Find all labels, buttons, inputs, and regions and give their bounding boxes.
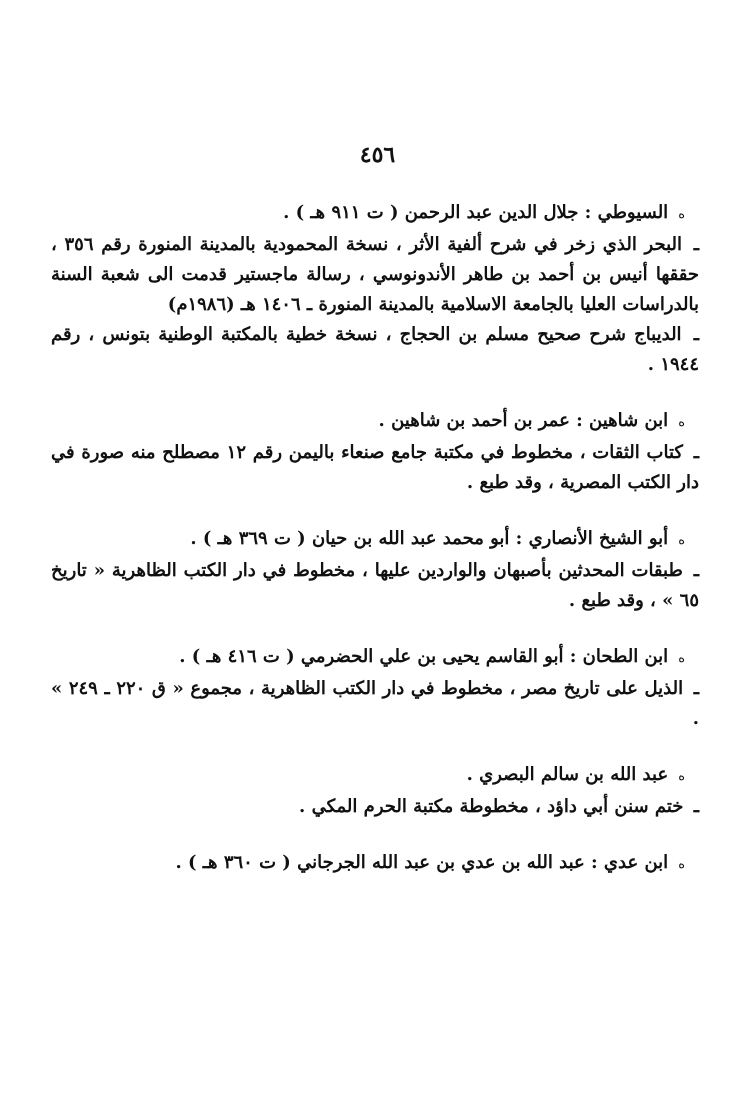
entry-bullet: ه	[678, 533, 685, 548]
work-dash: ـ	[693, 442, 699, 463]
entry-bullet: ه	[678, 415, 685, 430]
entry-work-text: طبقات المحدثين بأصبهان والواردين عليها ، مخطوط في دار الكتب الظاهرية « تاريخ ٦٥ » ، وقد طبع .	[51, 560, 699, 611]
entry-work	[51, 674, 699, 734]
entry-author	[51, 848, 699, 880]
entry-author	[51, 406, 699, 438]
work-dash: ـ	[693, 324, 699, 345]
entry-bullet: ه	[678, 651, 685, 666]
entry-bullet: ه	[678, 857, 685, 872]
entry-work-text: كتاب الثقات ، مخطوط في مكتبة جامع صنعاء باليمن رقم ١٢ مصطلح منه صورة في دار الكتب المصرية ، وقد طبع .	[51, 442, 699, 493]
work-dash: ـ	[693, 560, 699, 581]
entry-work	[51, 792, 699, 822]
entry-bullet: ه	[678, 769, 685, 784]
entry-work	[51, 320, 699, 380]
bibliography-entry	[51, 524, 699, 616]
work-dash: ـ	[693, 234, 699, 255]
bibliography-entry	[51, 848, 699, 880]
entry-work	[51, 438, 699, 498]
bibliography-entry	[51, 406, 699, 498]
entry-author-text: ابن شاهين : عمر بن أحمد بن شاهين .	[378, 410, 669, 431]
entry-work-text: البحر الذي زخر في شرح ألفية الأثر ، نسخة المحمودية بالمدينة المنورة رقم ٣٥٦ ، حققها أنيس بن أحمد بن طاهر الأندونوسي ، رسالة ماجستير قدمت الى شعبة السنة بالدراسات العليا بالجامعة الاسلامية بالمدينة المنورة ـ ١٤٠٦ هـ (١٩٨٦م)	[51, 234, 699, 315]
entry-author	[51, 198, 699, 230]
entry-work-text: الديباج شرح صحيح مسلم بن الحجاج ، نسخة خطية بالمكتبة الوطنية بتونس ، رقم ١٩٤٤ .	[51, 324, 699, 375]
entry-author	[51, 760, 699, 792]
bibliography-list	[51, 198, 699, 906]
work-dash: ـ	[693, 678, 699, 699]
bibliography-entry	[51, 198, 699, 380]
entry-author-text: ابن الطحان : أبو القاسم يحيى بن علي الحضرمي ( ت ٤١٦ هـ ) .	[179, 646, 669, 667]
entry-author-text: أبو الشيخ الأنصاري : أبو محمد عبد الله بن حيان ( ت ٣٦٩ هـ ) .	[190, 528, 669, 549]
entry-work	[51, 556, 699, 616]
entry-work-text: ختم سنن أبي داؤد ، مخطوطة مكتبة الحرم المكي .	[299, 796, 684, 817]
entry-author-text: عبد الله بن سالم البصري .	[466, 764, 669, 785]
work-dash: ـ	[693, 796, 699, 817]
entry-work-text: الذيل على تاريخ مصر ، مخطوط في دار الكتب الظاهرية ، مجموع « ق ٢٢٠ ـ ٢٤٩ » .	[51, 678, 699, 729]
bibliography-entry	[51, 760, 699, 822]
entry-author-text: السيوطي : جلال الدين عبد الرحمن ( ت ٩١١ هـ ) .	[283, 202, 669, 223]
entry-bullet: ه	[678, 207, 685, 222]
bibliography-entry	[51, 642, 699, 734]
entry-author	[51, 524, 699, 556]
entry-author-text: ابن عدي : عبد الله بن عدي بن عبد الله الجرجاني ( ت ٣٦٠ هـ ) .	[175, 852, 669, 873]
entry-author	[51, 642, 699, 674]
entry-work	[51, 230, 699, 320]
page-number: ٤٥٦	[359, 142, 396, 168]
